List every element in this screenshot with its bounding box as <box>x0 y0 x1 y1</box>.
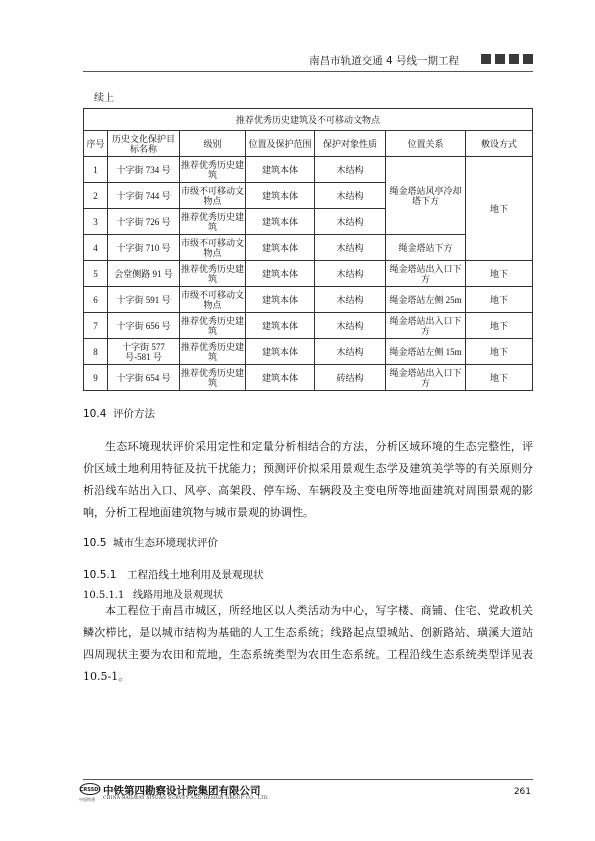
table-row <box>84 261 533 287</box>
cell-method: 地下 <box>466 339 533 365</box>
cell-scope: 建筑本体 <box>246 365 315 391</box>
cell-method: 地下 <box>466 365 533 391</box>
header-divider <box>83 71 533 72</box>
section-number: 10.5 <box>83 537 107 549</box>
paragraph-land-use: 本工程位于南昌市城区，所经地区以人类活动为中心，写字楼、商铺、住宅、党政机关鳞次栉比，是以城市结构为基础的人工生态系统；线路起点望城站、创新路站、璜溪大道站四周现状主要为农田和荒地，生态系统类型为农田生态系统。工程沿线生态系统类型详见表 10.5-1。 <box>83 604 533 683</box>
cell-no: 9 <box>84 365 108 391</box>
col-header-scope: 位置及保护范围 <box>246 131 315 157</box>
logo-text: CRSSDI <box>79 787 101 793</box>
cell-method: 地下 <box>466 261 533 287</box>
cell-level: 市级不可移动文物点 <box>180 287 246 313</box>
cell-nature: 木结构 <box>315 235 386 261</box>
cell-level: 推荐优秀历史建筑 <box>180 313 246 339</box>
cell-level: 推荐优秀历史建筑 <box>180 261 246 287</box>
cell-no: 5 <box>84 261 108 287</box>
section-number: 10.5.1.1 <box>83 590 125 601</box>
cell-no: 8 <box>84 339 108 365</box>
cell-name: 十字街 710 号 <box>108 235 180 261</box>
header-square-icon <box>523 54 533 64</box>
cell-nature: 木结构 <box>315 209 386 235</box>
cell-no: 2 <box>84 183 108 209</box>
col-header-level: 级别 <box>180 131 246 157</box>
company-name: 中铁第四勘察设计院集团有限公司 <box>103 785 261 797</box>
page-number: 261 <box>513 787 531 797</box>
cell-relation: 绳金塔站出入口下方 <box>386 365 466 391</box>
cell-relation: 绳金塔站左侧 15m <box>386 339 466 365</box>
header-title: 南昌市轨道交通 4 号线一期工程 <box>309 55 459 67</box>
table-caption: 推荐优秀历史建筑及不可移动文物点 <box>84 109 533 131</box>
cell-scope: 建筑本体 <box>246 287 315 313</box>
col-header-name: 历史文化保护目标名称 <box>108 131 180 157</box>
cell-method: 地下 <box>466 313 533 339</box>
cell-scope: 建筑本体 <box>246 261 315 287</box>
cell-level: 市级不可移动文物点 <box>180 235 246 261</box>
logo-caption: 中国铁建 <box>79 797 95 802</box>
header-squares <box>481 54 533 64</box>
cell-level: 推荐优秀历史建筑 <box>180 157 246 183</box>
cell-level: 推荐优秀历史建筑 <box>180 365 246 391</box>
header-square-icon <box>481 54 491 64</box>
cell-nature: 木结构 <box>315 339 386 365</box>
cell-relation: 绳金塔站下方 <box>386 235 466 261</box>
cell-scope: 建筑本体 <box>246 313 315 339</box>
cell-method: 地下 <box>466 287 533 313</box>
cell-level: 市级不可移动文物点 <box>180 183 246 209</box>
table-row <box>84 365 533 391</box>
cell-scope: 建筑本体 <box>246 209 315 235</box>
section-heading-10-4 <box>83 406 155 421</box>
cell-name: 会堂侧路 91 号 <box>108 261 180 287</box>
section-heading-10-5-1 <box>83 567 264 582</box>
col-header-no: 序号 <box>84 131 108 157</box>
section-heading-10-5-1-1 <box>83 586 223 601</box>
cell-level: 推荐优秀历史建筑 <box>180 209 246 235</box>
section-heading-10-5 <box>83 535 218 550</box>
section-number: 10.4 <box>83 408 107 420</box>
cell-scope: 建筑本体 <box>246 235 315 261</box>
company-name-en: CHINA RAILWAY SIYUAN SURVEY AND DESIGN GROUP CO., LTD. <box>103 796 270 801</box>
cell-name: 十字街 726 号 <box>108 209 180 235</box>
section-title: 线路用地及景观现状 <box>133 590 223 601</box>
cell-nature: 木结构 <box>315 157 386 183</box>
cell-relation: 绳金塔站出入口下方 <box>386 313 466 339</box>
cell-no: 1 <box>84 157 108 183</box>
cell-nature: 木结构 <box>315 261 386 287</box>
cell-method-merged: 地下 <box>466 157 533 261</box>
cell-name: 十字街 734 号 <box>108 157 180 183</box>
table-row <box>84 339 533 365</box>
cell-nature: 木结构 <box>315 183 386 209</box>
cell-nature: 木结构 <box>315 313 386 339</box>
cell-level: 推荐优秀历史建筑 <box>180 339 246 365</box>
cell-scope: 建筑本体 <box>246 183 315 209</box>
col-header-method: 敷设方式 <box>466 131 533 157</box>
cell-nature: 砖结构 <box>315 365 386 391</box>
cell-relation-merged: 绳金塔站风亭冷却塔下方 <box>386 157 466 235</box>
section-title: 城市生态环境现状评价 <box>113 537 218 549</box>
cell-name: 十字街 656 号 <box>108 313 180 339</box>
header-square-icon <box>509 54 519 64</box>
cell-name: 十字街 654 号 <box>108 365 180 391</box>
cell-no: 6 <box>84 287 108 313</box>
section-number: 10.5.1 <box>83 569 117 581</box>
table-row <box>84 157 533 183</box>
cell-scope: 建筑本体 <box>246 339 315 365</box>
cell-scope: 建筑本体 <box>246 157 315 183</box>
cell-nature: 木结构 <box>315 287 386 313</box>
cell-name: 十字街 744 号 <box>108 183 180 209</box>
table-row <box>84 287 533 313</box>
cell-no: 7 <box>84 313 108 339</box>
cell-relation: 绳金塔站左侧 25m <box>386 287 466 313</box>
col-header-nature: 保护对象性质 <box>315 131 386 157</box>
continued-label: 续上 <box>94 93 114 104</box>
col-header-relation: 位置关系 <box>386 131 466 157</box>
section-title: 工程沿线土地利用及景观现状 <box>127 569 264 581</box>
heritage-table <box>83 108 533 391</box>
cell-relation: 绳金塔站出入口下方 <box>386 261 466 287</box>
table-row <box>84 313 533 339</box>
header-square-icon <box>495 54 505 64</box>
page-header <box>83 52 533 70</box>
section-title: 评价方法 <box>113 408 155 420</box>
footer-divider <box>83 779 533 780</box>
paragraph-evaluation-method: 生态环境现状评价采用定性和定量分析相结合的方法，分析区域环境的生态完整性，评价区域土地利用特征及抗干扰能力；预测评价拟采用景观生态学及建筑美学等的有关原则分析沿线车站出入口、风亭、高架段、停车场、车辆段及主变电所等地面建筑对周围景观的影响，分析工程地面建筑物与城市景观的协调性。 <box>83 440 533 519</box>
table-row <box>84 235 533 261</box>
cell-name: 十字街 591 号 <box>108 287 180 313</box>
cell-no: 4 <box>84 235 108 261</box>
company-logo-icon <box>79 783 101 798</box>
cell-no: 3 <box>84 209 108 235</box>
cell-name: 十字街 577 号-581 号 <box>108 339 180 365</box>
